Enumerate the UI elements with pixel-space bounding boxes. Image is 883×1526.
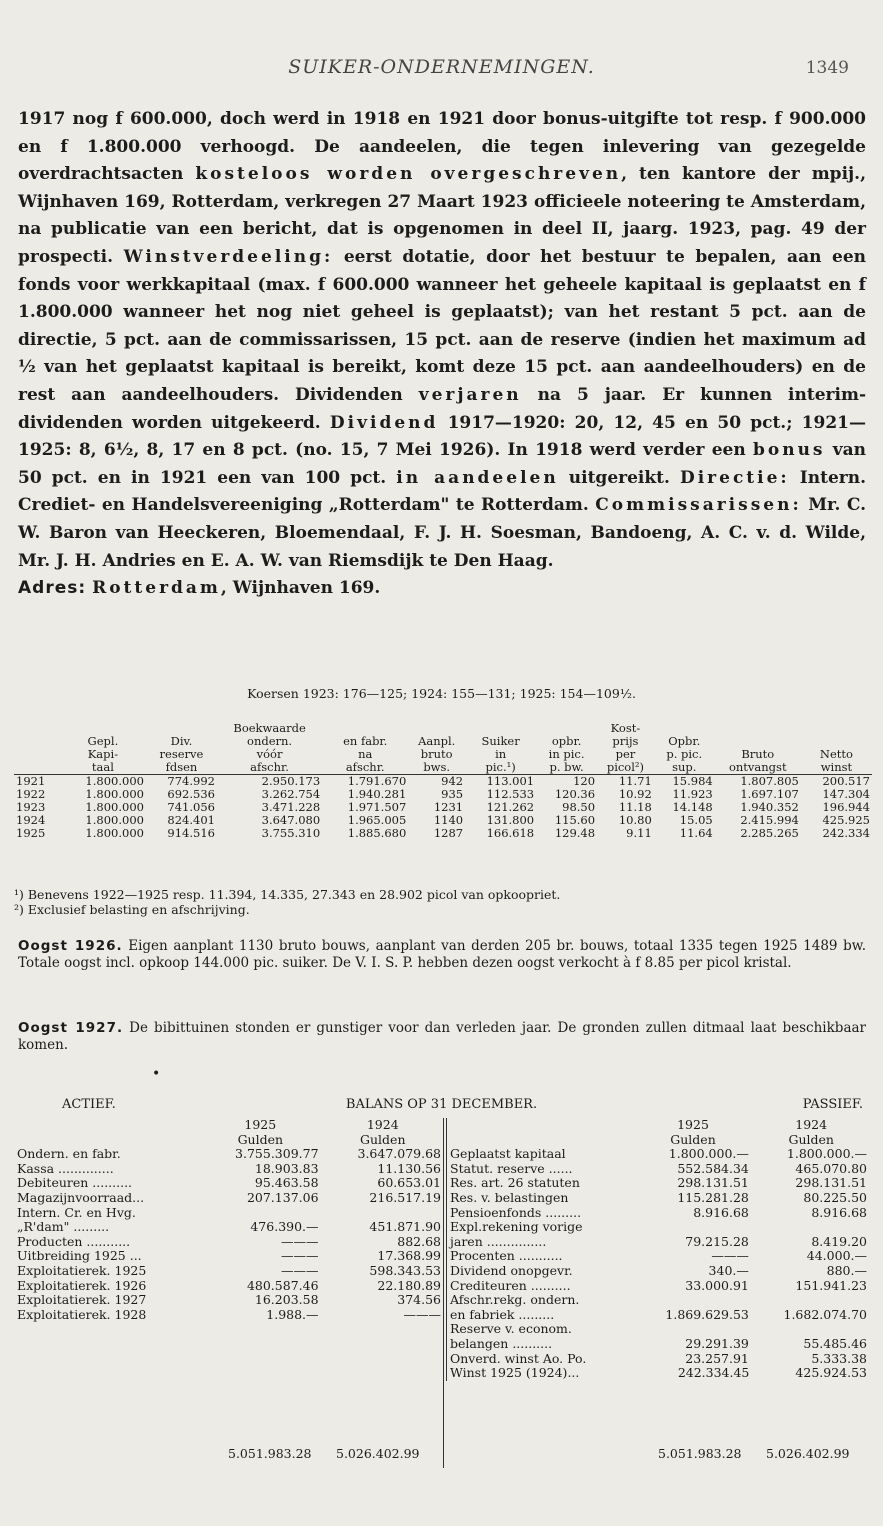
passief-label: Onverd. winst Ao. Po. xyxy=(450,1350,587,1366)
table-cell: 1.971.507 xyxy=(347,800,407,814)
footnote-1: ¹) Benevens 1922—1925 resp. 11.394, 14.335, 27.343 en 28.902 picol van opkoopriet. xyxy=(14,887,561,902)
text-p9: Mr. C. W. Baron van Heeckeren, Bloemendaal, F. J. H. Soesman, Bandoeng, A. C. v. d. Wilde, Mr. J. H. Andries en E. A. W. van Riemsdijk te Den Haag. xyxy=(18,495,867,571)
actief-row xyxy=(14,1279,444,1294)
table-cell: 11.923 xyxy=(672,787,713,801)
actief-label: Producten ........... xyxy=(17,1233,131,1249)
actief-value-1925: 18.903.83 xyxy=(254,1160,319,1176)
table-cell: 1.940.352 xyxy=(740,800,799,814)
table-cell: 1924 xyxy=(16,813,46,827)
passief-value-1924: 8.419.20 xyxy=(811,1233,867,1249)
actief-row xyxy=(14,1293,444,1308)
financial-table xyxy=(14,722,872,840)
actief-value-1924: 374.56 xyxy=(397,1292,441,1308)
passief-value-1925: 33.000.91 xyxy=(685,1277,749,1293)
passief-title: PASSIEF. xyxy=(802,1097,863,1112)
table-cell: 1.800.000 xyxy=(85,787,144,801)
actief-row xyxy=(14,1249,444,1264)
table-row xyxy=(14,827,872,840)
table-row xyxy=(14,775,872,789)
passief-value-1924 xyxy=(752,1293,870,1308)
table-header-cell: pic.¹) xyxy=(485,760,516,774)
actief-value-1925: ——— xyxy=(281,1233,319,1249)
table-header-cell: ondern. xyxy=(247,734,293,748)
text-p3: eerst dotatie, door het bestuur te bepalen, aan een fonds voor werkkapitaal (max. f 600.000 wanneer het geheele kapitaal is geplaatst en f 1.800.000 wanneer het nog niet geheel is geplaatst); van het restant 5 pct. aan de directie, 5 pct. aan de commissarissen, 15 pct. aan de reserve (indien het maximum ad ½ van het geplaatst kapitaal is bereikt, komt deze 15 pct. aan aandeelhouders) en de rest aan aandeelhouders. Dividenden xyxy=(18,246,866,405)
balans-header xyxy=(0,1097,883,1117)
table-header-cell: en fabr. xyxy=(343,734,388,748)
table-header-cell: reserve xyxy=(159,747,204,761)
text-p8: Intern. Crediet- en Handelsvereeniging „Rotterdam" te Rotterdam. xyxy=(18,467,866,516)
passief-label: Pensioenfonds ......... xyxy=(450,1204,582,1220)
actief-value-1924: 11.130.56 xyxy=(377,1160,441,1176)
table-cell: 1140 xyxy=(433,813,464,827)
passief-value-1924: 425.924.53 xyxy=(795,1365,867,1381)
table-header-cell: afschr. xyxy=(250,760,289,774)
table-cell: 425.925 xyxy=(822,813,870,827)
table-header-cell: bws. xyxy=(423,760,451,774)
passief-value-1925: 1.800.000.— xyxy=(668,1146,749,1162)
winstverdeeling-label: Winstverdeeling: xyxy=(123,246,334,267)
passief-value-1925: 1.869.629.53 xyxy=(665,1306,749,1322)
table-cell: 10.92 xyxy=(618,787,652,801)
table-header-cell: sup. xyxy=(672,760,697,774)
commissarissen-label: Commissarissen: xyxy=(595,495,802,516)
page-header xyxy=(0,56,883,84)
actief-row xyxy=(14,1176,444,1191)
table-cell: 741.056 xyxy=(167,800,215,814)
text-p2: , ten kantore der mpij., Wijnhaven 169, Rotterdam, verkregen 27 Maart 1923 officieele noteering te Amsterdam, na publicatie van een bericht, dat is opgenomen in deel II, jaarg. 1923, pag. 49 der prospecti. xyxy=(18,164,867,267)
passief-value-1924 xyxy=(752,1322,870,1337)
passief-value-1924 xyxy=(752,1220,870,1235)
passief-row xyxy=(447,1176,871,1191)
text-p1: 1917 nog f 600.000, doch werd in 1918 en 1921 door bonus-uitgifte tot resp. f 900.000 en f 1.800.000 verhoogd. De aandeelen, die tegen inlevering van gezegelde overdrachtsacten xyxy=(18,109,866,185)
table-header-cell xyxy=(14,761,60,775)
footnotes xyxy=(14,887,872,917)
actief-value-1925: 476.390.— xyxy=(250,1219,319,1235)
balans-title: BALANS OP 31 DECEMBER. xyxy=(345,1097,538,1112)
passief-label: Res. v. belastingen xyxy=(450,1189,569,1205)
passief-row xyxy=(447,1162,871,1177)
actief-value-1924: 598.343.53 xyxy=(369,1262,441,1278)
actief-label: Exploitatierek. 1925 xyxy=(17,1262,147,1278)
table-header-cell: per xyxy=(615,747,636,761)
passief-label: Reserve v. econom. xyxy=(450,1321,572,1337)
table-cell: 824.401 xyxy=(167,813,215,827)
table-cell: 2.415.994 xyxy=(740,813,799,827)
table-cell: 166.618 xyxy=(486,826,535,840)
table-header-cell: Suiker xyxy=(481,734,520,748)
text-kosteloos: kosteloos worden overgeschreven xyxy=(195,164,622,185)
actief-label: Intern. Cr. en Hvg. xyxy=(17,1204,136,1220)
actief-row xyxy=(14,1206,444,1221)
table-header-cell: prijs xyxy=(612,734,639,748)
actief-unit-blank xyxy=(14,1133,199,1148)
passief-unit: Gulden xyxy=(670,1131,716,1147)
table-header-cell: winst xyxy=(820,760,853,774)
passief-row xyxy=(447,1337,871,1352)
passief-label: Expl.rekening vorige xyxy=(450,1219,583,1235)
directie-label: Directie: xyxy=(679,467,790,488)
actief-label: Kassa .............. xyxy=(17,1160,114,1176)
dividend-label: Dividend xyxy=(329,412,439,433)
table-cell: 112.533 xyxy=(486,787,535,801)
table-cell: 98.50 xyxy=(562,800,596,814)
table-cell: 1231 xyxy=(433,800,464,814)
table-header-cell: Boekwaarde xyxy=(233,721,306,735)
actief-value-1925: 95.463.58 xyxy=(254,1175,319,1191)
table-cell: 1.697.107 xyxy=(740,787,799,801)
text-p6: van 50 pct. en in 1921 een van 100 pct. xyxy=(18,440,867,488)
table-cell: 935 xyxy=(441,787,464,801)
balans-actief-table xyxy=(14,1118,444,1322)
table-cell: 1.940.281 xyxy=(347,787,407,801)
company-description xyxy=(18,106,866,603)
table-header-cell: afschr. xyxy=(345,760,385,774)
table-cell: 2.285.265 xyxy=(740,826,799,840)
actief-value-1924: 3.647.079.68 xyxy=(357,1146,441,1162)
balans-totals xyxy=(0,1446,883,1464)
passief-value-1925: 340.— xyxy=(708,1262,749,1278)
actief-row xyxy=(14,1147,444,1162)
actief-value-1924: 22.180.89 xyxy=(377,1277,441,1293)
table-cell: 1287 xyxy=(433,826,464,840)
table-header-cell: Gepl. xyxy=(87,734,119,748)
table-cell: 120 xyxy=(536,775,597,789)
actief-label: „R'dam" ......... xyxy=(17,1219,110,1235)
passief-label: Geplaatst kapitaal xyxy=(450,1146,566,1162)
passief-value-1924: 80.225.50 xyxy=(803,1189,867,1205)
passief-value-1924: 5.333.38 xyxy=(811,1350,867,1366)
total-passief-1925: 5.051.983.28 xyxy=(658,1446,742,1461)
page-number: 1349 xyxy=(805,58,849,78)
table-cell: 774.992 xyxy=(146,775,217,789)
table-cell: 147.304 xyxy=(822,787,870,801)
table-cell: 242.334 xyxy=(822,826,870,840)
text-verjaren: verjaren xyxy=(418,384,522,405)
table-header-cell xyxy=(715,722,801,735)
passief-value-1924: 44.000.— xyxy=(806,1248,867,1264)
oogst-1926-label: Oogst 1926. xyxy=(18,938,123,954)
table-header-cell xyxy=(14,735,60,748)
passief-label: en fabriek ......... xyxy=(450,1306,555,1322)
passief-year-1925: 1925 xyxy=(677,1117,709,1132)
table-cell: 1.885.680 xyxy=(347,826,407,840)
table-header-cell: p. bw. xyxy=(549,760,584,774)
table-header-cell: picol²) xyxy=(606,760,645,774)
passief-row xyxy=(447,1235,871,1250)
table-header-cell: na xyxy=(358,747,373,761)
passief-row xyxy=(447,1322,871,1337)
table-cell: 692.536 xyxy=(167,787,215,801)
table-header-cell: Netto xyxy=(819,747,853,761)
table-cell: 200.517 xyxy=(801,775,872,789)
oogst-1926-text: Eigen aanplant 1130 bruto bouws, aanplant van derden 205 br. bouws, totaal 1335 tegen 1925 1489 bw. Totale oogst incl. opkoop 144.000 pic. suiker. De V. I. S. P. hebben dezen oogst verkocht à f 8.85 per picol kristal. xyxy=(18,938,866,971)
table-cell: 15.05 xyxy=(679,813,713,827)
table-cell: 11.71 xyxy=(597,775,654,789)
passief-year-row xyxy=(447,1118,871,1133)
table-cell: 1923 xyxy=(16,800,46,814)
actief-unit: Gulden xyxy=(360,1131,406,1147)
actief-value-1924: 451.871.90 xyxy=(369,1219,441,1235)
oogst-1927 xyxy=(18,1020,866,1054)
actief-unit: Gulden xyxy=(237,1131,284,1147)
table-cell: 14.148 xyxy=(672,800,713,814)
passief-value-1925: ——— xyxy=(711,1248,749,1264)
table-cell: 9.11 xyxy=(626,826,652,840)
table-header-cell: Kapi- xyxy=(87,747,119,761)
table-header-cell: vóór xyxy=(256,747,283,761)
passief-row xyxy=(447,1220,871,1235)
passief-value-1925: 298.131.51 xyxy=(677,1175,749,1191)
balans-divider xyxy=(443,1118,444,1468)
actief-value-1925: 480.587.46 xyxy=(246,1277,319,1293)
actief-value-1925: ——— xyxy=(281,1262,319,1278)
actief-label: Exploitatierek. 1928 xyxy=(17,1306,147,1322)
actief-value-1925: 3.755.309.77 xyxy=(235,1146,319,1162)
text-p4: na 5 jaar. Er kunnen interim-dividenden worden uitgekeerd. xyxy=(18,384,867,433)
actief-value-1924: 216.517.19 xyxy=(369,1189,441,1205)
passief-row xyxy=(447,1352,871,1367)
table-cell: 11.18 xyxy=(618,800,652,814)
table-cell: 2.950.173 xyxy=(217,775,322,789)
actief-row xyxy=(14,1162,444,1177)
passief-row xyxy=(447,1191,871,1206)
table-cell: 914.516 xyxy=(167,826,215,840)
table-header-cell: taal xyxy=(91,760,114,774)
passief-value-1924: 298.131.51 xyxy=(795,1175,867,1191)
passief-value-1925: 29.291.39 xyxy=(685,1335,749,1351)
table-cell: 131.800 xyxy=(486,813,535,827)
table-cell: 113.001 xyxy=(465,775,536,789)
actief-value-1925 xyxy=(199,1206,321,1221)
table-cell: 1.791.670 xyxy=(322,775,408,789)
actief-label: Magazijnvoorraad... xyxy=(17,1189,145,1205)
table-header-cell: in pic. xyxy=(548,747,585,761)
footnote-2: ²) Exclusief belasting en afschrijving. xyxy=(14,902,250,917)
actief-label: Exploitatierek. 1927 xyxy=(17,1292,147,1308)
table-cell: 11.64 xyxy=(679,826,713,840)
passief-row xyxy=(447,1206,871,1221)
passief-value-1925: 79.215.28 xyxy=(685,1233,749,1249)
text-p5: 1917—1920: 20, 12, 45 en 50 pct.; 1921—1925: 8, 6½, 8, 17 en 8 pct. (no. 15, 7 Mei 1926). In 1918 werd verder een xyxy=(18,412,867,461)
passief-year-1924: 1924 xyxy=(795,1117,828,1132)
passief-value-1924: 1.682.074.70 xyxy=(783,1306,867,1322)
table-header-cell: Div. xyxy=(170,734,193,748)
passief-value-1925 xyxy=(634,1322,752,1337)
actief-value-1924: ——— xyxy=(403,1306,441,1322)
passief-row xyxy=(447,1264,871,1279)
passief-label: belangen .......... xyxy=(450,1335,553,1351)
table-cell: 1.800.000 xyxy=(85,826,144,840)
table-cell: 1.807.805 xyxy=(715,775,801,789)
table-cell: 120.36 xyxy=(554,787,596,801)
actief-label: Uitbreiding 1925 ... xyxy=(17,1248,142,1264)
actief-value-1924 xyxy=(322,1206,444,1221)
table-header-cell: ontvangst xyxy=(728,760,787,774)
table-cell: 3.262.754 xyxy=(261,787,321,801)
passief-label: Dividend onopgevr. xyxy=(450,1262,573,1278)
table-cell: 1.800.000 xyxy=(85,800,144,814)
passief-value-1925 xyxy=(634,1293,752,1308)
table-header-row xyxy=(14,761,872,775)
table-cell: 3.755.310 xyxy=(261,826,321,840)
actief-label: Exploitatierek. 1926 xyxy=(17,1277,147,1293)
passief-row xyxy=(447,1366,871,1381)
adres-street: , Wijnhaven 169. xyxy=(220,578,381,599)
table-cell: 1922 xyxy=(16,787,46,801)
passief-label: jaren ............... xyxy=(450,1233,547,1249)
actief-value-1925: ——— xyxy=(281,1248,319,1264)
actief-year-1925: 1925 xyxy=(244,1117,277,1132)
passief-unit: Gulden xyxy=(788,1131,834,1147)
actief-title: ACTIEF. xyxy=(62,1097,116,1112)
table-header-cell xyxy=(14,748,60,761)
table-header-cell: p. pic. xyxy=(666,747,703,761)
actief-row xyxy=(14,1220,444,1235)
table-header-cell: Kost- xyxy=(610,721,641,735)
table-cell: 10.80 xyxy=(618,813,652,827)
text-p7: uitgereikt. xyxy=(558,467,670,488)
passief-row xyxy=(447,1279,871,1294)
passief-label: Res. art. 26 statuten xyxy=(450,1175,580,1191)
actief-value-1925: 1.988.— xyxy=(266,1306,319,1322)
passief-value-1924: 151.941.23 xyxy=(795,1277,867,1293)
adres-label: Adres: xyxy=(18,578,87,599)
table-cell: 121.262 xyxy=(486,800,535,814)
total-passief-1924: 5.026.402.99 xyxy=(766,1446,850,1461)
actief-value-1924: 17.368.99 xyxy=(377,1248,441,1264)
adres-city: Rotterdam xyxy=(92,578,221,599)
table-header-cell: in xyxy=(495,747,507,761)
passief-value-1925: 242.334.45 xyxy=(677,1365,750,1381)
actief-label: Debiteuren .......... xyxy=(17,1175,133,1191)
table-cell: 3.647.080 xyxy=(261,813,321,827)
table-cell: 129.48 xyxy=(554,826,596,840)
passief-label: Winst 1925 (1924)... xyxy=(450,1365,580,1381)
table-header-cell: Opbr. xyxy=(668,734,701,748)
passief-value-1924: 55.485.46 xyxy=(803,1335,867,1351)
passief-value-1925: 23.257.91 xyxy=(685,1350,749,1366)
passief-unit-blank xyxy=(447,1133,635,1148)
passief-unit-row xyxy=(447,1133,871,1148)
table-header-cell xyxy=(14,722,60,735)
total-actief-1925: 5.051.983.28 xyxy=(228,1446,312,1461)
table-header-cell xyxy=(801,722,872,735)
passief-label: Afschr.rekg. ondern. xyxy=(450,1292,580,1308)
passief-year-blank xyxy=(447,1118,635,1133)
table-header-cell: bruto xyxy=(420,747,453,761)
passief-value-1925: 115.281.28 xyxy=(677,1189,749,1205)
passief-row xyxy=(447,1249,871,1264)
text-in-aandeelen: in aandeelen xyxy=(396,467,559,488)
total-actief-1924: 5.026.402.99 xyxy=(336,1446,420,1461)
table-cell: 1921 xyxy=(14,775,60,789)
koersen-line: Koersen 1923: 176—125; 1924: 155—131; 1925: 154—109½. xyxy=(247,686,636,701)
table-cell: 1925 xyxy=(16,826,46,840)
actief-unit-row xyxy=(14,1133,444,1148)
table-header-cell: Aanpl. xyxy=(418,734,456,748)
table-header-cell: opbr. xyxy=(551,734,582,748)
passief-value-1924: 880.— xyxy=(826,1262,867,1278)
passief-value-1924: 8.916.68 xyxy=(811,1204,867,1220)
passief-row xyxy=(447,1147,871,1162)
passief-value-1924: 1.800.000.— xyxy=(786,1146,867,1162)
table-header-cell: fdsen xyxy=(165,760,198,774)
actief-year-1924: 1924 xyxy=(366,1117,399,1132)
table-cell: 3.471.228 xyxy=(261,800,321,814)
actief-row xyxy=(14,1264,444,1279)
table-cell: 115.60 xyxy=(554,813,596,827)
actief-row xyxy=(14,1308,444,1323)
table-header-cell: Bruto xyxy=(741,747,775,761)
table-cell: 196.944 xyxy=(822,800,870,814)
passief-value-1924: 465.070.80 xyxy=(795,1160,867,1176)
actief-label: Ondern. en fabr. xyxy=(17,1146,121,1162)
oogst-1926 xyxy=(18,938,866,972)
passief-row xyxy=(447,1293,871,1308)
actief-year-blank xyxy=(14,1118,199,1133)
actief-row xyxy=(14,1191,444,1206)
passief-row xyxy=(447,1308,871,1323)
oogst-1927-label: Oogst 1927. xyxy=(18,1020,124,1036)
passief-value-1925: 8.916.68 xyxy=(693,1204,749,1220)
running-title: SUIKER-ONDERNEMINGEN. xyxy=(288,56,595,78)
passief-value-1925 xyxy=(634,1220,752,1235)
actief-value-1924: 882.68 xyxy=(397,1233,441,1249)
balans-passief-table xyxy=(446,1118,870,1381)
description-paragraph xyxy=(18,106,866,603)
bullet-mark: • xyxy=(152,1066,161,1082)
table-cell: 15.984 xyxy=(654,775,715,789)
text-bonus: bonus xyxy=(752,440,826,461)
actief-value-1924: 60.653.01 xyxy=(377,1175,441,1191)
table-cell: 942 xyxy=(408,775,465,789)
table-cell: 1.800.000 xyxy=(85,813,144,827)
actief-value-1925: 16.203.58 xyxy=(254,1292,319,1308)
passief-value-1925: 552.584.34 xyxy=(677,1160,749,1176)
actief-year-row xyxy=(14,1118,444,1133)
oogst-1927-text: De bibittuinen stonden er gunstiger voor dan verleden jaar. De gronden zullen ditmaal laat beschikbaar komen. xyxy=(18,1020,866,1053)
passief-label: Crediteuren .......... xyxy=(450,1277,571,1293)
passief-label: Statut. reserve ...... xyxy=(450,1160,573,1176)
table-cell: 1.965.005 xyxy=(347,813,407,827)
actief-row xyxy=(14,1235,444,1250)
actief-value-1925: 207.137.06 xyxy=(246,1189,319,1205)
passief-label: Procenten ........... xyxy=(450,1248,563,1264)
table-cell: 1.800.000 xyxy=(60,775,146,789)
